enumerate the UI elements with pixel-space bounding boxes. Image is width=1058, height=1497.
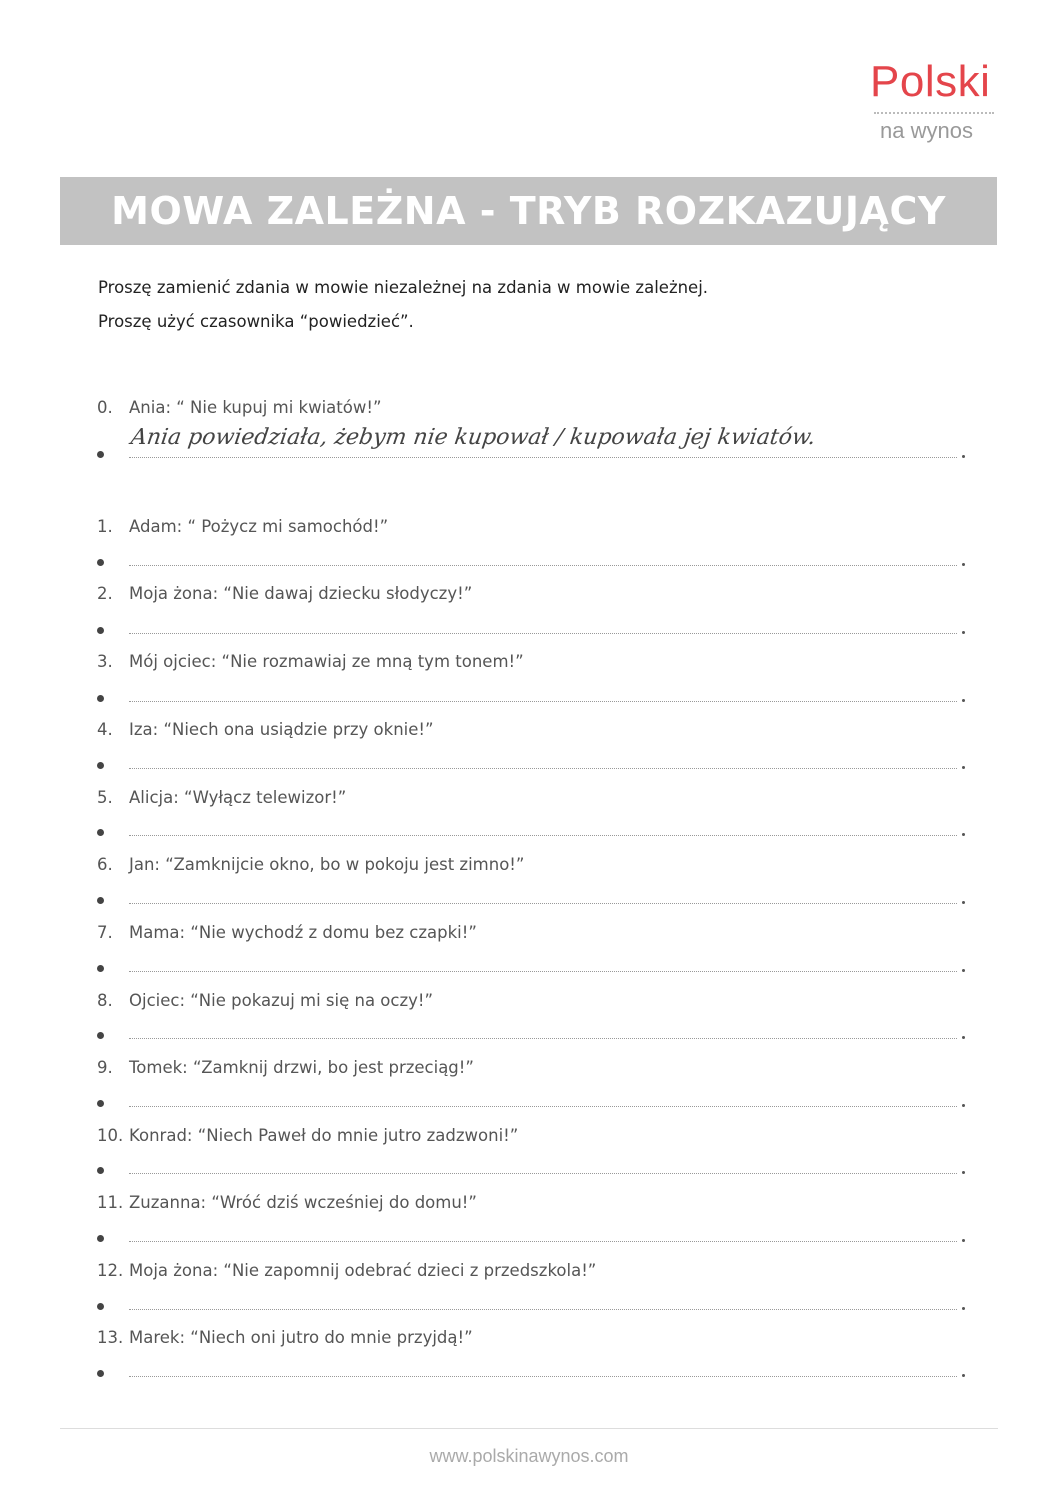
question-text: Ojciec: “Nie pokazuj mi się na oczy!” bbox=[129, 991, 434, 1010]
answer-line-9[interactable] bbox=[97, 1094, 967, 1114]
question-4 bbox=[97, 720, 434, 739]
question-6 bbox=[97, 855, 524, 874]
example-answer: Ania powiedziała, żebym nie kupował / kupowała jej kwiatów. bbox=[129, 425, 818, 450]
dotted-line bbox=[129, 768, 957, 769]
question-text: Mój ojciec: “Nie rozmawiaj ze mną tym tonem!” bbox=[129, 652, 524, 671]
dotted-line bbox=[129, 835, 957, 836]
dotted-line bbox=[129, 633, 957, 634]
question-number: 12. bbox=[97, 1261, 124, 1280]
end-dot bbox=[962, 1036, 965, 1039]
logo-divider bbox=[874, 112, 994, 114]
question-3 bbox=[97, 652, 524, 671]
question-7 bbox=[97, 923, 477, 942]
example-question bbox=[97, 398, 382, 417]
footer-divider bbox=[60, 1428, 998, 1429]
question-text: Konrad: “Niech Paweł do mnie jutro zadzwoni!” bbox=[129, 1126, 519, 1145]
bullet-icon bbox=[97, 965, 104, 972]
question-number: 7. bbox=[97, 923, 113, 942]
question-text: Moja żona: “Nie dawaj dziecku słodyczy!” bbox=[129, 584, 473, 603]
question-5 bbox=[97, 788, 346, 807]
answer-line-12[interactable] bbox=[97, 1297, 967, 1317]
end-dot bbox=[962, 1104, 965, 1107]
question-number: 3. bbox=[97, 652, 113, 671]
logo-brand: Polski bbox=[870, 57, 991, 106]
end-dot bbox=[962, 699, 965, 702]
dotted-line bbox=[129, 1376, 957, 1377]
bullet-icon bbox=[97, 897, 104, 904]
answer-line-13[interactable] bbox=[97, 1364, 967, 1384]
bullet-icon bbox=[97, 695, 104, 702]
answer-line-6[interactable] bbox=[97, 891, 967, 911]
answer-line-4[interactable] bbox=[97, 756, 967, 776]
page-title: MOWA ZALEŻNA - TRYB ROZKAZUJĄCY bbox=[111, 189, 946, 233]
answer-line-3[interactable] bbox=[97, 689, 967, 709]
question-13 bbox=[97, 1328, 473, 1347]
dotted-line bbox=[129, 903, 957, 904]
question-number: 8. bbox=[97, 991, 113, 1010]
question-text: Adam: “ Pożycz mi samochód!” bbox=[129, 517, 389, 536]
question-2 bbox=[97, 584, 472, 603]
question-number: 5. bbox=[97, 788, 113, 807]
question-1 bbox=[97, 517, 388, 536]
logo bbox=[860, 56, 1000, 156]
end-dot bbox=[962, 1239, 965, 1242]
instruction-line-1: Proszę zamienić zdania w mowie niezależnej na zdania w mowie zależnej. bbox=[98, 278, 709, 297]
answer-line-5[interactable] bbox=[97, 823, 967, 843]
dotted-line bbox=[129, 1309, 957, 1310]
answer-line-1[interactable] bbox=[97, 553, 967, 573]
bullet-icon bbox=[97, 829, 104, 836]
bullet-icon bbox=[97, 1032, 104, 1039]
end-dot bbox=[962, 1374, 965, 1377]
footer-url[interactable]: www.polskinawynos.com bbox=[429, 1446, 629, 1466]
bullet-icon bbox=[97, 1235, 104, 1242]
dotted-line bbox=[129, 565, 957, 566]
dotted-line bbox=[129, 701, 957, 702]
bullet-icon bbox=[97, 1370, 104, 1377]
question-text: Zuzanna: “Wróć dziś wcześniej do domu!” bbox=[129, 1193, 477, 1212]
bullet-icon bbox=[97, 627, 104, 634]
question-text: Jan: “Zamknijcie okno, bo w pokoju jest zimno!” bbox=[129, 855, 525, 874]
question-text: Mama: “Nie wychodź z domu bez czapki!” bbox=[129, 923, 477, 942]
question-text: Marek: “Niech oni jutro do mnie przyjdą!” bbox=[129, 1328, 473, 1347]
question-number: 10. bbox=[97, 1126, 124, 1145]
question-number: 9. bbox=[97, 1058, 113, 1077]
question-12 bbox=[97, 1261, 596, 1280]
bullet-icon bbox=[97, 559, 104, 566]
dotted-line bbox=[129, 1241, 957, 1242]
question-text: Tomek: “Zamknij drzwi, bo jest przeciąg!” bbox=[129, 1058, 474, 1077]
end-dot bbox=[962, 901, 965, 904]
question-number: 6. bbox=[97, 855, 113, 874]
example-answer-line bbox=[97, 425, 967, 465]
question-9 bbox=[97, 1058, 474, 1077]
answer-line-11[interactable] bbox=[97, 1229, 967, 1249]
answer-line-2[interactable] bbox=[97, 621, 967, 641]
bullet-icon bbox=[97, 1303, 104, 1310]
end-dot bbox=[962, 1171, 965, 1174]
question-text: Iza: “Niech ona usiądzie przy oknie!” bbox=[129, 720, 434, 739]
question-number: 4. bbox=[97, 720, 113, 739]
end-dot bbox=[962, 455, 965, 458]
question-8 bbox=[97, 991, 433, 1010]
answer-line-8[interactable] bbox=[97, 1026, 967, 1046]
dotted-line bbox=[129, 1106, 957, 1107]
question-11 bbox=[97, 1193, 477, 1212]
instruction-line-2: Proszę użyć czasownika “powiedzieć”. bbox=[98, 312, 414, 331]
dotted-line bbox=[129, 1173, 957, 1174]
bullet-icon bbox=[97, 451, 104, 458]
example-text: Ania: “ Nie kupuj mi kwiatów!” bbox=[129, 398, 382, 417]
end-dot bbox=[962, 969, 965, 972]
question-text: Alicja: “Wyłącz telewizor!” bbox=[129, 788, 347, 807]
bullet-icon bbox=[97, 762, 104, 769]
dotted-line bbox=[129, 457, 957, 458]
dotted-line bbox=[129, 1038, 957, 1039]
example-number: 0. bbox=[97, 398, 113, 417]
end-dot bbox=[962, 766, 965, 769]
question-number: 13. bbox=[97, 1328, 124, 1347]
end-dot bbox=[962, 631, 965, 634]
title-banner bbox=[60, 177, 997, 245]
answer-line-7[interactable] bbox=[97, 959, 967, 979]
logo-subtitle: na wynos bbox=[880, 118, 973, 143]
answer-line-10[interactable] bbox=[97, 1161, 967, 1181]
question-number: 11. bbox=[97, 1193, 124, 1212]
dotted-line bbox=[129, 971, 957, 972]
question-10 bbox=[97, 1126, 518, 1145]
bullet-icon bbox=[97, 1100, 104, 1107]
bullet-icon bbox=[97, 1167, 104, 1174]
end-dot bbox=[962, 1307, 965, 1310]
question-text: Moja żona: “Nie zapomnij odebrać dzieci z przedszkola!” bbox=[129, 1261, 597, 1280]
question-number: 1. bbox=[97, 517, 113, 536]
question-number: 2. bbox=[97, 584, 113, 603]
end-dot bbox=[962, 833, 965, 836]
end-dot bbox=[962, 563, 965, 566]
